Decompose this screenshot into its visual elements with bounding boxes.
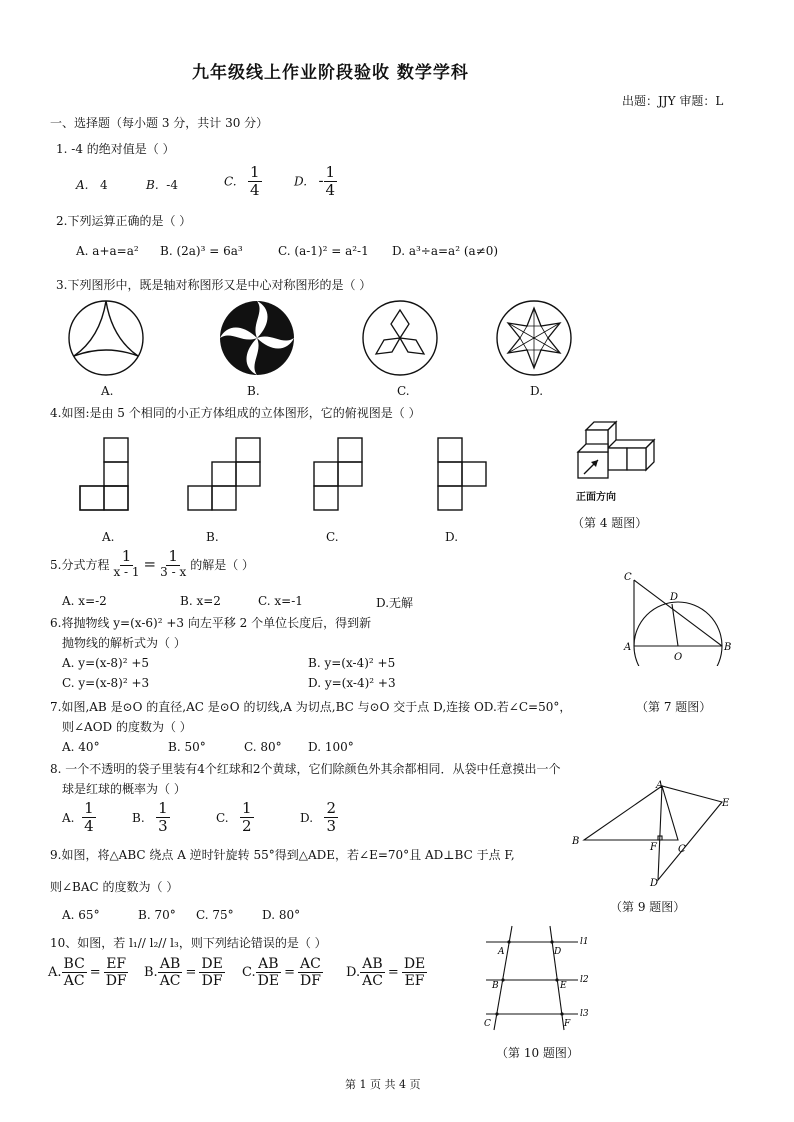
q7-option-a: A. 40° bbox=[62, 740, 100, 754]
q2-option-c: C. (a-1)² = a²-1 bbox=[278, 244, 369, 258]
q4-label-c: C. bbox=[326, 530, 339, 544]
q10-option-c: C. $\frac{AB}{DE}$ = $\frac{AC}{DF}$ bbox=[242, 956, 321, 990]
q7-option-d: D. 100° bbox=[308, 740, 354, 754]
q4-label-d: D. bbox=[445, 530, 459, 544]
q6-option-b: B. y=(x-4)² +5 bbox=[308, 656, 396, 670]
q9-option-b: B. 70° bbox=[138, 908, 176, 922]
q4-figure-b bbox=[188, 438, 260, 510]
q7-stem-line2: 则∠AOD 的度数为（ ） bbox=[62, 720, 192, 734]
q6-option-a: A. y=(x-8)² +5 bbox=[62, 656, 150, 670]
q3-figure-b bbox=[220, 301, 294, 375]
q4-stem: 4.如图:是由 5 个相同的小正方体组成的立体图形，它的俯视图是（ ） bbox=[50, 406, 421, 420]
q7-point-a: A bbox=[624, 642, 632, 653]
q9-option-c: C. 75° bbox=[196, 908, 234, 922]
q10-line-l3: l3 bbox=[580, 1009, 589, 1019]
q5-option-d: D.无解 bbox=[376, 596, 414, 610]
q5-stem: 5.分式方程 $\frac{1}{x - 1}$ = $\frac{1}{3 - x}$ 的解是（ ） bbox=[50, 547, 255, 580]
q1-option-b: B. -4 bbox=[146, 178, 178, 192]
q4-options-figures bbox=[78, 436, 498, 516]
q9-point-d: D bbox=[650, 878, 659, 889]
q9-point-e: E bbox=[722, 798, 730, 809]
q4-label-b: B. bbox=[206, 530, 219, 544]
q4-figure-a bbox=[80, 438, 128, 510]
q4-3d-figure bbox=[572, 418, 662, 484]
q3-label-a: A. bbox=[101, 384, 114, 398]
q7-point-o: O bbox=[674, 652, 683, 663]
q7-point-b: B bbox=[724, 642, 732, 653]
q10-point-a: A bbox=[498, 947, 505, 957]
q10-caption: （第 10 题图） bbox=[496, 1046, 579, 1060]
q10-option-d: D. $\frac{AB}{AC}$ = $\frac{DE}{EF}$ bbox=[346, 956, 426, 990]
q9-point-f: F bbox=[650, 842, 657, 853]
q3-label-c: C. bbox=[397, 384, 410, 398]
q7-figure bbox=[616, 566, 736, 666]
q9-point-c: C bbox=[678, 844, 686, 855]
q1-stem: 1. -4 的绝对值是（ ） bbox=[56, 142, 175, 156]
q10-option-a: A. $\frac{BC}{AC}$ = $\frac{EF}{DF}$ bbox=[48, 956, 127, 990]
q1-option-d: D. - $\frac{1}{4}$ bbox=[294, 163, 336, 200]
q10-point-c: C bbox=[484, 1019, 491, 1029]
q3-figures bbox=[60, 298, 580, 378]
q5-option-c: C. x=-1 bbox=[258, 594, 303, 608]
q2-option-d: D. a³÷a=a² (a≠0) bbox=[392, 244, 499, 258]
page-footer: 第 1 页 共 4 页 bbox=[345, 1078, 421, 1091]
q6-option-d: D. y=(x-4)² +3 bbox=[308, 676, 396, 690]
q9-option-d: D. 80° bbox=[262, 908, 301, 922]
q10-point-d: D bbox=[554, 947, 562, 957]
q2-stem: 2.下列运算正确的是（ ） bbox=[56, 214, 192, 228]
q3-figure-d bbox=[497, 301, 571, 375]
q1-option-c: C. $\frac{1}{4}$ bbox=[224, 163, 260, 200]
q3-figure-c bbox=[363, 301, 437, 375]
q10-point-f: F bbox=[564, 1019, 571, 1029]
q9-point-a: A bbox=[656, 780, 664, 791]
q6-stem-line1: 6.将抛物线 y=(x-6)² +3 向左平移 2 个单位长度后，得到新 bbox=[50, 616, 372, 630]
q7-caption: （第 7 题图） bbox=[636, 700, 712, 714]
q8-option-d: D. $\frac{2}{3}$ bbox=[300, 799, 337, 836]
q6-stem-line2: 抛物线的解析式为（ ） bbox=[62, 636, 186, 650]
q9-caption: （第 9 题图） bbox=[610, 900, 686, 914]
q9-point-b: B bbox=[572, 836, 580, 847]
q9-stem-line2: 则∠BAC 的度数为（ ） bbox=[50, 880, 179, 894]
q9-figure bbox=[566, 778, 736, 894]
q10-line-l1: l1 bbox=[580, 937, 589, 947]
q8-stem-line1: 8. 一个不透明的袋子里装有4个红球和2个黄球，它们除颜色外其余都相同．从袋中任意摸出一个 bbox=[50, 762, 561, 776]
q8-option-b: B. $\frac{1}{3}$ bbox=[132, 799, 168, 836]
q4-caption: （第 4 题图） bbox=[572, 516, 648, 530]
q7-stem-line1: 7.如图,AB 是⊙O 的直径,AC 是⊙O 的切线,A 为切点,BC 与⊙O 交于点 D,连接 OD.若∠C=50°， bbox=[50, 700, 572, 714]
q10-option-b: B. $\frac{AB}{AC}$ = $\frac{DE}{DF}$ bbox=[144, 956, 223, 990]
q2-option-b: B. (2a)³ = 6a³ bbox=[160, 244, 243, 258]
q3-label-b: B. bbox=[247, 384, 260, 398]
q4-figure-d bbox=[438, 438, 486, 510]
q3-label-d: D. bbox=[530, 384, 544, 398]
q8-option-c: C. $\frac{1}{2}$ bbox=[216, 799, 252, 836]
q4-front-label: 正面方向 bbox=[576, 492, 616, 503]
q7-option-b: B. 50° bbox=[168, 740, 206, 754]
q7-point-d: D bbox=[670, 592, 679, 603]
q9-stem-line1: 9.如图，将△ABC 绕点 A 逆时针旋转 55°得到△ADE，若∠E=70°且 AD⊥BC 于点 F, bbox=[50, 848, 515, 862]
q2-option-a: A. a+a=a² bbox=[76, 244, 139, 258]
q4-label-a: A. bbox=[102, 530, 115, 544]
q10-figure bbox=[474, 924, 604, 1036]
page-title: 九年级线上作业阶段验收 数学学科 bbox=[192, 63, 469, 83]
q7-point-c: C bbox=[624, 572, 632, 583]
q10-line-l2: l2 bbox=[580, 975, 589, 985]
q9-option-a: A. 65° bbox=[62, 908, 100, 922]
author-line: 出题：JJY 审题：L bbox=[622, 94, 724, 108]
section-heading: 一、选择题（每小题 3 分，共计 30 分） bbox=[50, 116, 269, 130]
q7-option-c: C. 80° bbox=[244, 740, 282, 754]
q8-stem-line2: 球是红球的概率为（ ） bbox=[62, 782, 186, 796]
q4-figure-c bbox=[314, 438, 362, 510]
q10-point-b: B bbox=[492, 981, 499, 991]
q8-option-a: A. $\frac{1}{4}$ bbox=[62, 799, 94, 836]
q3-stem: 3.下列图形中，既是轴对称图形又是中心对称图形的是（ ） bbox=[56, 278, 372, 292]
q10-stem: 10、如图，若 l₁// l₂// l₃，则下列结论错误的是（ ） bbox=[50, 936, 327, 950]
q10-point-e: E bbox=[560, 981, 567, 991]
q5-option-b: B. x=2 bbox=[180, 594, 221, 608]
q1-option-a: A. 4 bbox=[76, 178, 108, 192]
q3-figure-a bbox=[69, 301, 143, 375]
q5-option-a: A. x=-2 bbox=[62, 594, 107, 608]
q6-option-c: C. y=(x-8)² +3 bbox=[62, 676, 150, 690]
